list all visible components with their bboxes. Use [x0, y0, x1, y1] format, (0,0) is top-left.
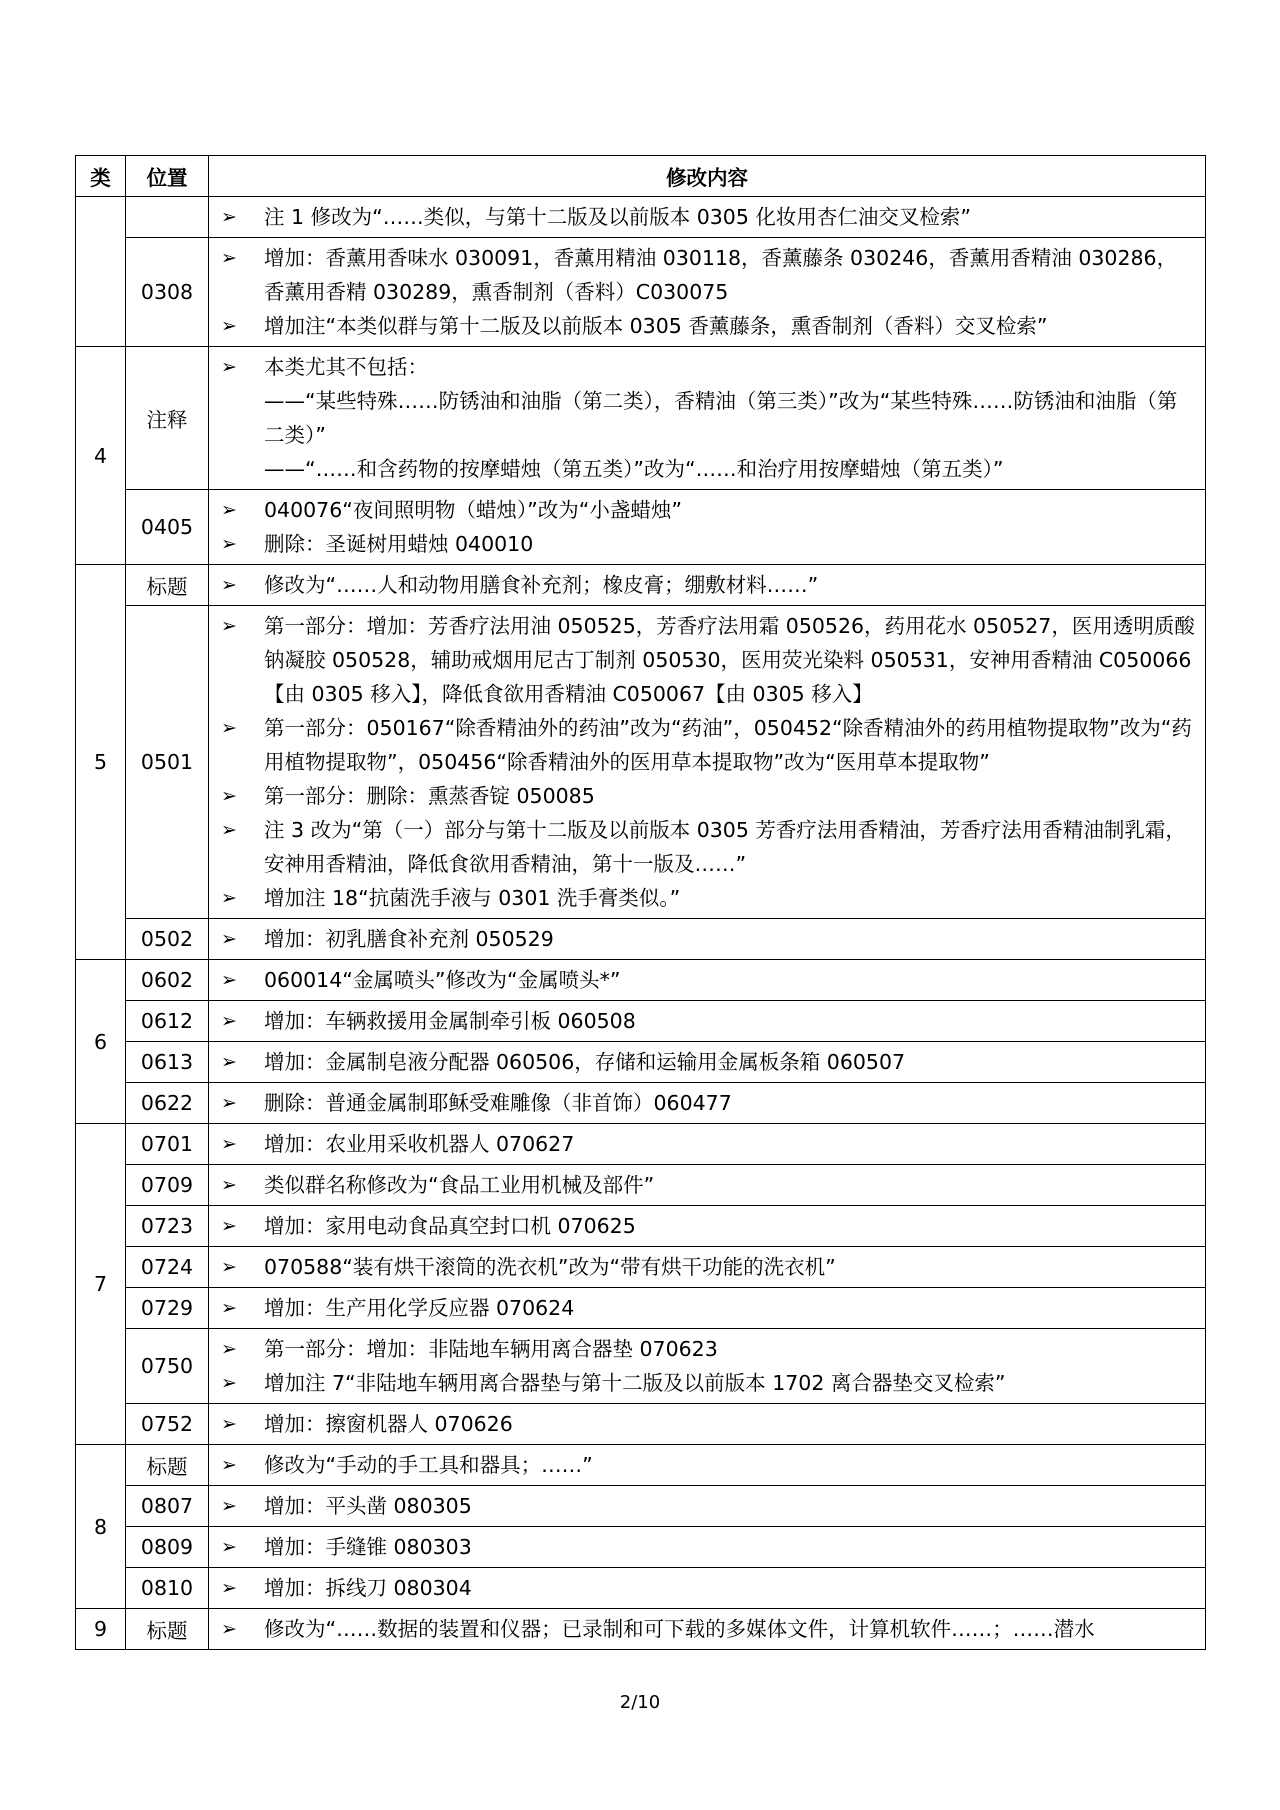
bullet-item: ➢ 增加：初乳膳食补充剂 050529: [219, 922, 1197, 956]
bullet-item: ➢ 增加：手缝锥 080303: [219, 1530, 1197, 1564]
table-row: [76, 1001, 1206, 1042]
table-row: [76, 919, 1206, 960]
bullet-item: ➢ 060014“金属喷头”修改为“金属喷头*”: [219, 963, 1197, 997]
content-cell: [209, 1042, 1206, 1083]
position-cell: 标题: [126, 565, 209, 606]
content-cell: [209, 1083, 1206, 1124]
bullet-item: ➢ 第一部分：050167“除香精油外的药油”改为“药油”，050452“除香精油外的药用植物提取物”改为“药用植物提取物”，050456“除香精油外的医用草本提取物”改为“医用草本提取物”: [219, 711, 1197, 779]
table-row: [76, 490, 1206, 565]
content-cell: [209, 919, 1206, 960]
content-cell: [209, 606, 1206, 919]
bullet-item: ➢ 注 3 改为“第（一）部分与第十二版及以前版本 0305 芳香疗法用香精油，芳香疗法用香精油制乳霜，安神用香精油，降低食欲用香精油，第十一版及……”: [219, 813, 1197, 881]
position-cell: 0612: [126, 1001, 209, 1042]
position-cell: 0613: [126, 1042, 209, 1083]
bullet-item: ➢ 增加注 18“抗菌洗手液与 0301 洗手膏类似。”: [219, 881, 1197, 915]
content-cell: [209, 1404, 1206, 1445]
position-cell: 0709: [126, 1165, 209, 1206]
position-cell: 0405: [126, 490, 209, 565]
position-cell: 0308: [126, 238, 209, 347]
header-content: 修改内容: [209, 156, 1206, 197]
bullet-item: ➢ 第一部分：增加：非陆地车辆用离合器垫 070623: [219, 1332, 1197, 1366]
position-cell: 0809: [126, 1527, 209, 1568]
position-cell: 0810: [126, 1568, 209, 1609]
class-number-cell: 4: [76, 347, 126, 565]
class-number-cell: [76, 197, 126, 347]
position-cell: 0724: [126, 1247, 209, 1288]
content-cell: [209, 1329, 1206, 1404]
position-cell: 0602: [126, 960, 209, 1001]
position-cell: 注释: [126, 347, 209, 490]
position-cell: 0622: [126, 1083, 209, 1124]
table-row: [76, 1609, 1206, 1650]
continuation-line: ——“……和含药物的按摩蜡烛（第五类）”改为“……和治疗用按摩蜡烛（第五类）”: [264, 457, 1004, 481]
bullet-item: ➢ 修改为“……人和动物用膳食补充剂；橡皮膏；绷敷材料……”: [219, 568, 1197, 602]
table-row: [76, 1445, 1206, 1486]
table-row: [76, 1042, 1206, 1083]
table-row: [76, 1568, 1206, 1609]
table-row: [76, 1206, 1206, 1247]
table-row: [76, 1165, 1206, 1206]
position-cell: [126, 197, 209, 238]
table-row: [76, 1124, 1206, 1165]
bullet-item: ➢ 第一部分：增加：芳香疗法用油 050525，芳香疗法用霜 050526，药用花水 050527，医用透明质酸钠凝胶 050528，辅助戒烟用尼古丁制剂 050530，医用荧光染料 050531，安神用香精油 C050066【由 0305 移入】，降低食欲用香精油 C050067【由 0305 移入】: [219, 609, 1197, 711]
position-cell: 0752: [126, 1404, 209, 1445]
class-number-cell: 5: [76, 565, 126, 960]
content-cell: [209, 1609, 1206, 1650]
bullet-item: ➢ 070588“装有烘干滚筒的洗衣机”改为“带有烘干功能的洗衣机”: [219, 1250, 1197, 1284]
content-cell: [209, 565, 1206, 606]
content-cell: [209, 197, 1206, 238]
table-row: [76, 565, 1206, 606]
bullet-item: ➢ 040076“夜间照明物（蜡烛）”改为“小盏蜡烛”: [219, 493, 1197, 527]
table-row: [76, 1329, 1206, 1404]
bullet-item: ➢ 增加：香薰用香味水 030091，香薰用精油 030118，香薰藤条 030246，香薰用香精油 030286，香薰用香精 030289，熏香制剂（香料）C030075: [219, 241, 1197, 309]
amendment-table: [75, 155, 1206, 1650]
bullet-item: ➢ 本类尤其不包括：: [219, 350, 1197, 384]
bullet-item: ➢ 增加：金属制皂液分配器 060506，存储和运输用金属板条箱 060507: [219, 1045, 1197, 1079]
position-cell: 0502: [126, 919, 209, 960]
class-number-cell: 8: [76, 1445, 126, 1609]
position-cell: 0729: [126, 1288, 209, 1329]
class-number-cell: 7: [76, 1124, 126, 1445]
bullet-item: ➢ 增加：家用电动食品真空封口机 070625: [219, 1209, 1197, 1243]
table-row: [76, 197, 1206, 238]
position-cell: 标题: [126, 1609, 209, 1650]
table-row: [76, 238, 1206, 347]
bullet-item: ➢ 增加注 7“非陆地车辆用离合器垫与第十二版及以前版本 1702 离合器垫交叉检索”: [219, 1366, 1197, 1400]
content-cell: [209, 1247, 1206, 1288]
bullet-item: ➢ 修改为“……数据的装置和仪器；已录制和可下载的多媒体文件，计算机软件……；……潜水: [219, 1612, 1197, 1646]
table-row: [76, 1404, 1206, 1445]
table-row: [76, 606, 1206, 919]
position-cell: 0807: [126, 1486, 209, 1527]
content-cell: [209, 960, 1206, 1001]
content-cell: [209, 1568, 1206, 1609]
content-cell: [209, 490, 1206, 565]
content-cell: [209, 1288, 1206, 1329]
bullet-item: ➢ 删除：圣诞树用蜡烛 040010: [219, 527, 1197, 561]
content-cell: [209, 238, 1206, 347]
content-cell: [209, 1206, 1206, 1247]
bullet-item: ➢ 增加：生产用化学反应器 070624: [219, 1291, 1197, 1325]
bullet-item: ➢ 删除：普通金属制耶稣受难雕像（非首饰）060477: [219, 1086, 1197, 1120]
page-number: 2/10: [619, 1692, 661, 1713]
position-cell: 0501: [126, 606, 209, 919]
bullet-item: ➢ 修改为“手动的手工具和器具；……”: [219, 1448, 1197, 1482]
bullet-item: ➢ 增加：农业用采收机器人 070627: [219, 1127, 1197, 1161]
bullet-item: ➢ 增加注“本类似群与第十二版及以前版本 0305 香薰藤条，熏香制剂（香料）交叉检索”: [219, 309, 1197, 343]
continuation-line: ——“某些特殊……防锈油和油脂（第二类），香精油（第三类）”改为“某些特殊……防锈油和油脂（第二类）”: [264, 389, 1178, 447]
bullet-item: ➢ 第一部分：删除：熏蒸香锭 050085: [219, 779, 1197, 813]
class-number-cell: 9: [76, 1609, 126, 1650]
position-cell: 标题: [126, 1445, 209, 1486]
header-class: 类: [76, 156, 126, 197]
table-body: [76, 197, 1206, 1650]
table-row: [76, 1083, 1206, 1124]
header-position: 位置: [126, 156, 209, 197]
bullet-item: ➢ 注 1 修改为“……类似，与第十二版及以前版本 0305 化妆用杏仁油交叉检索”: [219, 200, 1197, 234]
position-cell: 0723: [126, 1206, 209, 1247]
content-cell: [209, 1527, 1206, 1568]
position-cell: 0750: [126, 1329, 209, 1404]
content-cell: [209, 1124, 1206, 1165]
table-row: [76, 960, 1206, 1001]
content-cell: [209, 1445, 1206, 1486]
bullet-item: ➢ 增加：平头凿 080305: [219, 1489, 1197, 1523]
table-row: [76, 1247, 1206, 1288]
table-header-row: [76, 156, 1206, 197]
class-number-cell: 6: [76, 960, 126, 1124]
table-row: [76, 1486, 1206, 1527]
bullet-item: ➢ 增加：车辆救援用金属制牵引板 060508: [219, 1004, 1197, 1038]
table-row: [76, 1288, 1206, 1329]
table-row: [76, 347, 1206, 490]
bullet-item: ➢ 增加：擦窗机器人 070626: [219, 1407, 1197, 1441]
content-cell: [209, 347, 1206, 490]
content-cell: [209, 1165, 1206, 1206]
content-cell: [209, 1486, 1206, 1527]
bullet-item: ➢ 类似群名称修改为“食品工业用机械及部件”: [219, 1168, 1197, 1202]
content-cell: [209, 1001, 1206, 1042]
table-row: [76, 1527, 1206, 1568]
position-cell: 0701: [126, 1124, 209, 1165]
bullet-item: ➢ 增加：拆线刀 080304: [219, 1571, 1197, 1605]
